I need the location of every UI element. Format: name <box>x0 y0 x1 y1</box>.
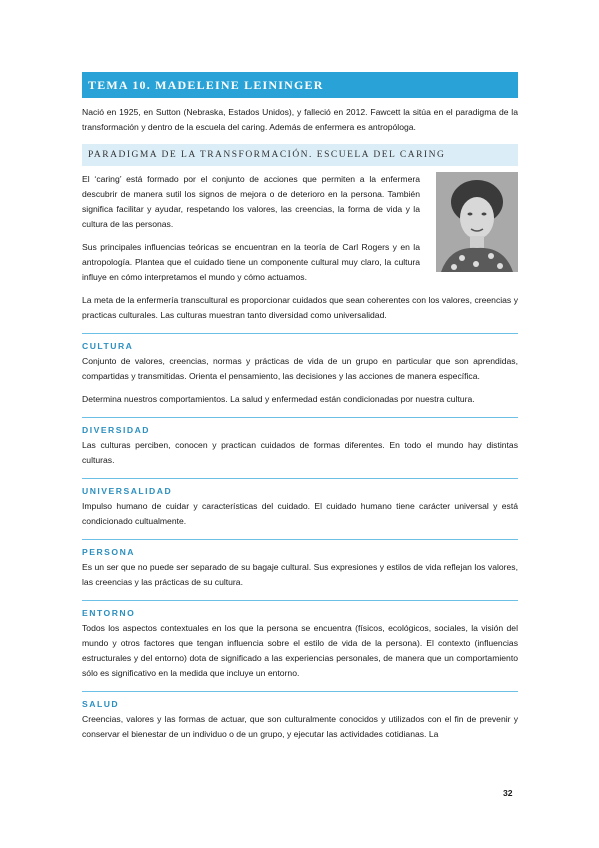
page-number: 32 <box>503 788 513 798</box>
section-paragraph: Todos los aspectos contextuales en los que la persona se encuentra (físicos, ecológicos, sociales, la visión del mundo y otros factores que tengan influencia sobre el estilo de vida de la persona). El contexto (influencias estructurales y del entorno) dota de significado a las experiencias personales, de manera que un comportamiento sólo es significativo en la medida que incluye un entorno. <box>82 623 518 678</box>
goal-paragraph: La meta de la enfermería transcultural es proporcionar cuidados que sean coherentes con los valores, creencias y practicas culturales. Las culturas muestran tanto diversidad como universalidad. <box>82 295 518 320</box>
influences-paragraph: Sus principales influencias teóricas se encuentran en la teoría de Carl Rogers y en la antropología. Plantea que el cuidado tiene un componente cultural muy claro, la cultura influye en cómo interpretamos el mundo y cómo actuamos. <box>82 242 420 282</box>
leininger-portrait-photo <box>436 172 518 272</box>
section-entorno <box>82 600 518 681</box>
document-page <box>82 72 518 742</box>
section-persona <box>82 539 518 590</box>
section-paragraph: Conjunto de valores, creencias, normas y prácticas de vida de un grupo en particular que son aprendidas, compartidas y transmitidas. Orienta el pensamiento, las decisiones y las acciones de manera específica. <box>82 356 518 381</box>
section-diversidad <box>82 417 518 468</box>
section-paragraph: Impulso humano de cuidar y características del cuidado. El cuidado humano tiene carácter universal y está condicionado cultualmente. <box>82 501 518 526</box>
section-salud <box>82 691 518 742</box>
section-cultura <box>82 333 518 407</box>
section-heading: DIVERSIDAD <box>82 425 151 435</box>
section-paragraph: Creencias, valores y las formas de actuar, que son culturalmente conocidos y utilizados con el fin de prevenir y conservar el bienestar de un individuo o de un grupo, y ejecutar las actividades cotidianas. La <box>82 714 518 739</box>
caring-block <box>82 172 518 323</box>
section-paragraph: Las culturas perciben, conocen y practican cuidados de formas diferentes. En todo el mundo hay distintas culturas. <box>82 440 518 465</box>
section-paragraph: Determina nuestros comportamientos. La salud y enfermedad están condicionadas por nuestra cultura. <box>82 394 475 404</box>
caring-paragraph: El ‘caring’ está formado por el conjunto de acciones que permiten a la enfermera descubrir de manera sutil los signos de mejora o de deterioro en la persona. También significa facilitar y ayudar, respetando los valores, las creencias, la forma de vida y la cultura de las personas. <box>82 174 420 229</box>
section-heading: PERSONA <box>82 547 135 557</box>
section-heading: SALUD <box>82 699 120 709</box>
chapter-title: TEMA 10. MADELEINE LEININGER <box>82 72 518 98</box>
section-universalidad <box>82 478 518 529</box>
section-paragraph: Es un ser que no puede ser separado de su bagaje cultural. Sus expresiones y estilos de vida reflejan los valores, las creencias y las prácticas de su cultura. <box>82 562 518 587</box>
section-heading: CULTURA <box>82 341 134 351</box>
intro-paragraph: Nació en 1925, en Sutton (Nebraska, Estados Unidos), y falleció en 2012. Fawcett la sitúa en el paradigma de la transformación y dentro de la escuela del caring. Además de enfermera es antropóloga. <box>82 107 518 132</box>
subtitle-bar: PARADIGMA DE LA TRANSFORMACIÓN. ESCUELA DEL CARING <box>82 144 518 166</box>
section-heading: UNIVERSALIDAD <box>82 486 173 496</box>
section-heading: ENTORNO <box>82 608 136 618</box>
